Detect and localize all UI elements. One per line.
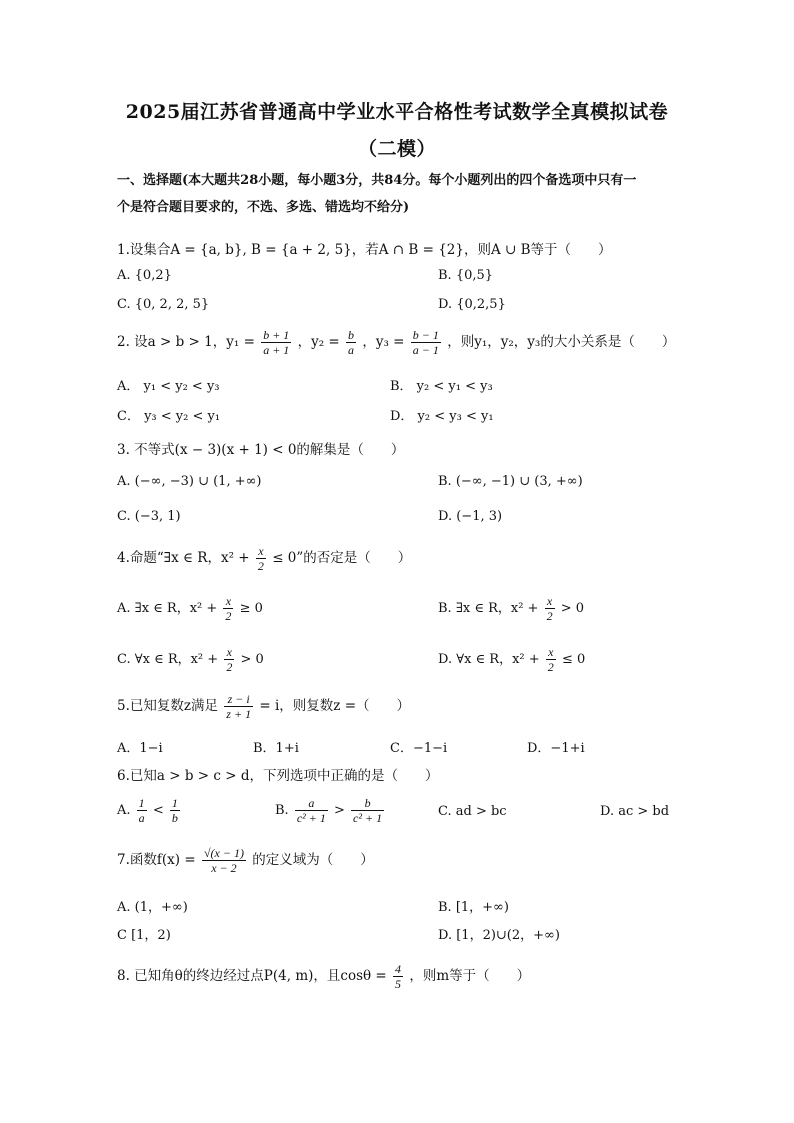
fraction-denominator: a [138, 811, 145, 825]
fraction-x-over-2 [545, 594, 555, 623]
question-1-option-c: C. {0, 2, 2, 5} [117, 297, 210, 312]
fraction-numerator: b [348, 328, 355, 342]
question-4-stem-prefix: 4.命题“∃x ∈ R，x² + [117, 550, 250, 566]
question-2-stem-prefix: 2. 设a > b > 1，y₁ = [117, 334, 255, 350]
question-2-stem-suffix: ，则y₁，y₂，y₃的大小关系是（ ） [447, 334, 676, 350]
question-5-option-d: D．−1+i [527, 741, 585, 756]
fraction-z-expression [224, 692, 253, 721]
fraction-numerator: x [224, 645, 234, 660]
question-3-option-b: B. (−∞, −1) ∪ (3, +∞) [438, 474, 583, 489]
exam-title: 2025届江苏省普通高中学业水平合格性考试数学全真模拟试卷 [125, 101, 669, 123]
question-1-stem: 1.设集合A = {a, b}, B = {a + 2, 5}，若A ∩ B = {2}，则A ∪ B等于（ ） [117, 242, 612, 258]
option-suffix: > 0 [240, 652, 264, 667]
question-7-option-a: A. (1，+∞) [117, 900, 188, 915]
question-1-option-a: A. {0,2} [117, 268, 172, 283]
question-4-stem [117, 544, 411, 573]
fraction-x-over-2 [223, 594, 233, 623]
question-7-stem [117, 846, 374, 875]
fraction-numerator: x [545, 594, 555, 609]
fraction-numerator: x [546, 645, 556, 660]
question-1-option-b: B. {0,5} [438, 268, 494, 283]
option-prefix: A. [117, 803, 131, 818]
fraction-denominator: 2 [547, 660, 554, 674]
question-8-stem-suffix: ，则m等于（ ） [409, 968, 531, 984]
question-2-option-b: B． y₂ < y₁ < y₃ [390, 379, 493, 394]
question-1-option-d: D. {0,2,5} [438, 297, 506, 312]
fraction-numerator: √(x − 1) [203, 846, 244, 860]
fraction-b-over-c2plus1 [351, 796, 384, 825]
fraction-numerator: b + 1 [263, 328, 290, 342]
question-8-stem [117, 962, 530, 991]
fraction-numerator: x [223, 594, 233, 609]
fraction-numerator: 4 [395, 962, 402, 976]
fraction-denominator: c² + 1 [353, 811, 383, 825]
question-4-option-d [438, 645, 585, 674]
question-7-option-c: C [1，2) [117, 928, 171, 943]
fraction-denominator: c² + 1 [296, 811, 326, 825]
fraction-denominator: x − 2 [211, 861, 237, 875]
fraction-denominator: b [171, 811, 178, 825]
question-4-option-c [117, 645, 264, 674]
question-7-stem-suffix: 的定义域为（ ） [252, 852, 374, 868]
fraction-4-over-5 [393, 962, 403, 991]
fraction-denominator: 2 [257, 559, 264, 573]
exam-subtitle: （二模） [357, 138, 436, 160]
question-2-stem [117, 328, 675, 357]
fraction-denominator: 2 [546, 609, 553, 623]
fraction-x-over-2 [256, 544, 266, 573]
question-5-option-c: C．−1−i [390, 741, 448, 756]
question-2-option-a: A． y₁ < y₂ < y₃ [117, 379, 220, 394]
fraction-numerator: a [295, 796, 328, 811]
option-operator: < [152, 803, 164, 818]
option-suffix: ≥ 0 [239, 601, 263, 616]
option-prefix: B. [275, 803, 289, 818]
fraction-1-over-b [170, 796, 180, 825]
fraction-a-over-c2plus1 [295, 796, 328, 825]
question-4-stem-suffix: ≤ 0”的否定是（ ） [272, 550, 412, 566]
question-7-stem-prefix: 7.函数f(x) = [117, 852, 196, 868]
question-5-stem-prefix: 5.已知复数z满足 [117, 698, 218, 714]
fraction-numerator: x [256, 544, 266, 559]
question-6-option-b [275, 796, 386, 825]
option-prefix: D. ∀x ∈ R，x² + [438, 652, 540, 667]
section-heading-line1: 一、选择题(本大题共28小题，每小题3分，共84分。每个小题列出的四个备选项中只有一 [117, 173, 637, 188]
question-8-stem-prefix: 8. 已知角θ的终边经过点P(4, m)，且cosθ = [117, 968, 387, 984]
question-2-option-d: D． y₂ < y₃ < y₁ [390, 409, 494, 424]
question-5-option-b: B．1+i [253, 741, 299, 756]
fraction-domain-expression [202, 846, 246, 875]
fraction-numerator: 1 [138, 796, 145, 810]
option-prefix: B. ∃x ∈ R，x² + [438, 601, 539, 616]
question-5-stem [117, 692, 410, 721]
question-6-option-a [117, 796, 182, 825]
question-6-option-d: D. ac > bd [600, 804, 670, 819]
option-operator: > [334, 803, 345, 818]
fraction-denominator: 5 [395, 977, 402, 991]
option-suffix: > 0 [560, 601, 585, 616]
question-3-stem: 3. 不等式(x − 3)(x + 1) < 0的解集是（ ） [117, 442, 405, 458]
question-6-option-c: C. ad > bc [438, 804, 507, 819]
option-suffix: ≤ 0 [561, 652, 586, 667]
fraction-numerator: 1 [171, 796, 178, 810]
question-2-option-c: C． y₃ < y₂ < y₁ [117, 409, 221, 424]
fraction-numerator: z − i [224, 692, 253, 707]
fraction-denominator: a + 1 [263, 343, 290, 357]
option-prefix: C. ∀x ∈ R，x² + [117, 652, 219, 667]
question-6-stem: 6.已知a > b > c > d，下列选项中正确的是（ ） [117, 768, 439, 784]
fraction-y2 [346, 328, 356, 357]
question-4-option-a [117, 594, 263, 623]
fraction-denominator: z + 1 [226, 707, 252, 721]
fraction-y1 [261, 328, 291, 357]
question-4-option-b [438, 594, 584, 623]
fraction-x-over-2 [546, 645, 556, 674]
section-heading-line2: 个是符合题目要求的，不选、多选、错选均不给分) [117, 200, 410, 215]
fraction-numerator: b − 1 [412, 328, 439, 342]
fraction-denominator: 2 [225, 609, 232, 623]
question-5-stem-suffix: = i，则复数z =（ ） [259, 698, 411, 714]
question-2-stem-mid2: ，y₃ = [362, 334, 405, 350]
fraction-y3 [411, 328, 441, 357]
question-2-stem-mid1: ，y₂ = [297, 334, 340, 350]
question-3-option-d: D. (−1, 3) [438, 509, 503, 524]
question-3-option-c: C. (−3, 1) [117, 509, 181, 524]
fraction-denominator: a − 1 [412, 343, 439, 357]
question-7-option-d: D. [1，2)∪(2，+∞) [438, 928, 560, 943]
fraction-x-over-2 [224, 645, 234, 674]
question-5-option-a: A．1−i [117, 741, 163, 756]
fraction-1-over-a [137, 796, 147, 825]
fraction-denominator: 2 [226, 660, 233, 674]
option-prefix: A. ∃x ∈ R，x² + [117, 601, 218, 616]
question-7-option-b: B. [1，+∞) [438, 900, 509, 915]
fraction-denominator: a [348, 343, 355, 357]
question-3-option-a: A. (−∞, −3) ∪ (1, +∞) [117, 474, 262, 489]
fraction-numerator: b [351, 796, 384, 811]
